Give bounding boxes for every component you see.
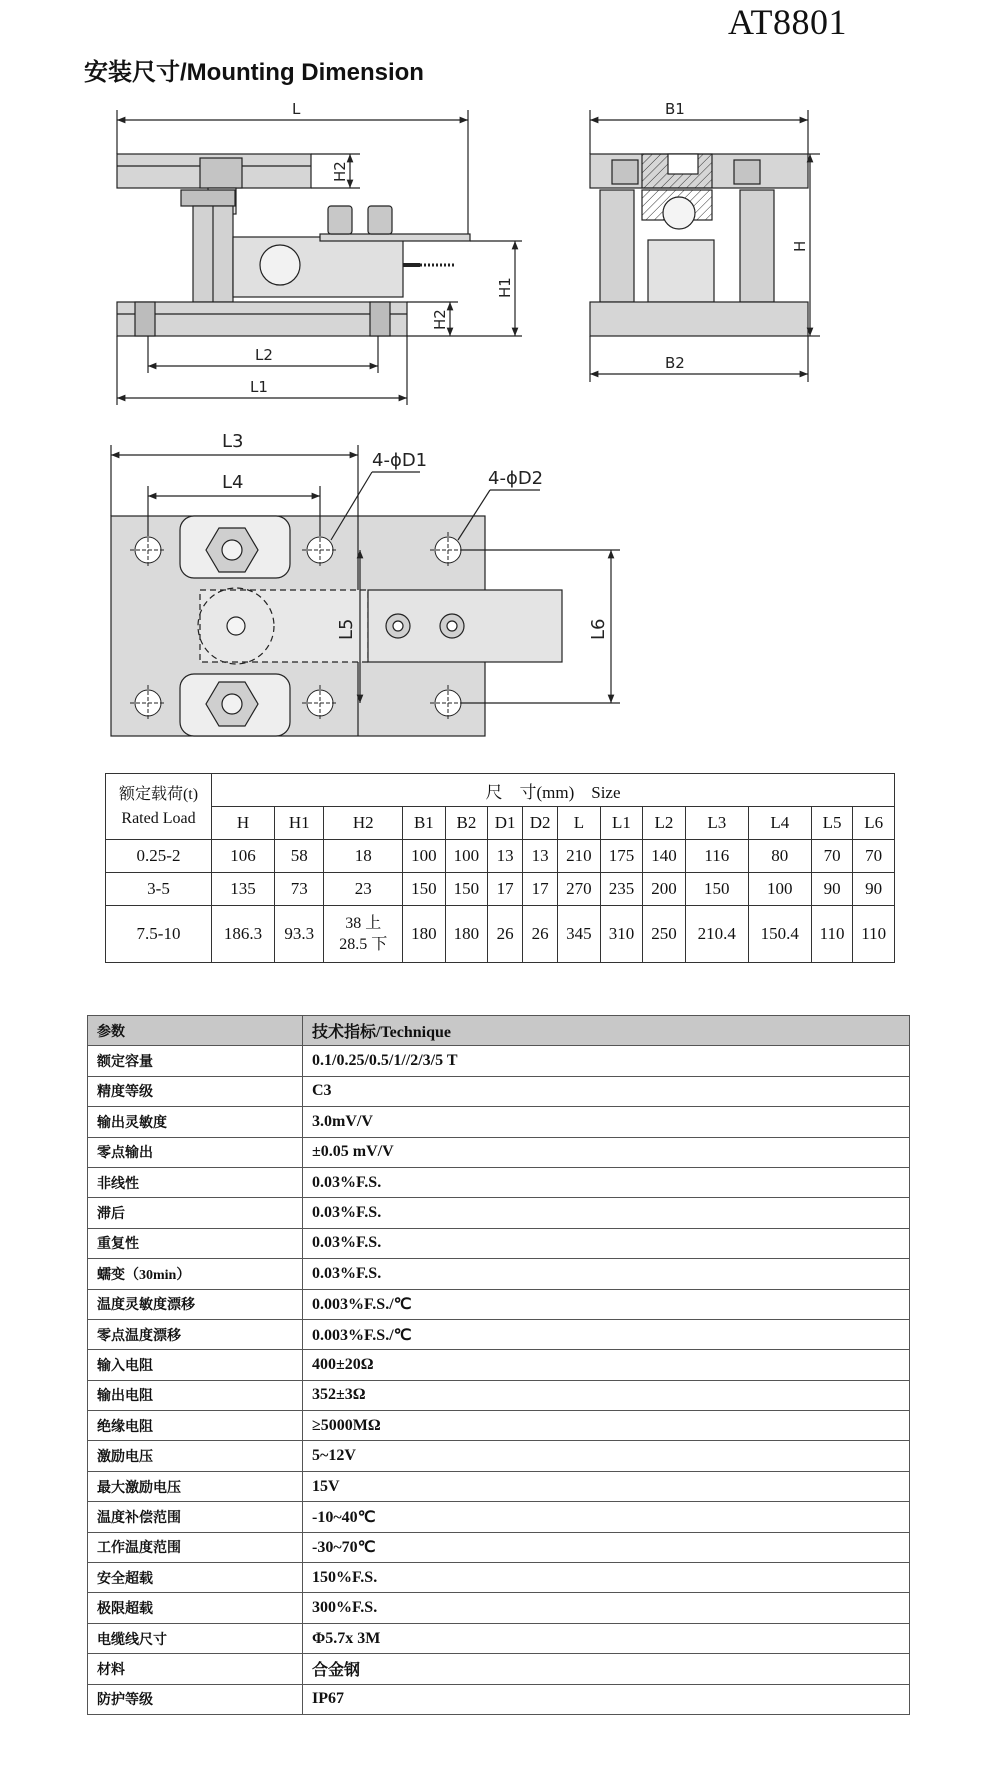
spec-row [88, 1654, 910, 1684]
spec-name: 电缆线尺寸 [88, 1623, 303, 1653]
table-cell: 73 [275, 873, 324, 906]
spec-value: 15V [303, 1471, 910, 1501]
table-cell: 70 [811, 840, 853, 873]
model-number: AT8801 [728, 2, 847, 42]
column-header: D1 [488, 807, 523, 840]
label-L: L [292, 100, 301, 118]
column-header: L1 [600, 807, 643, 840]
table-cell: 13 [488, 840, 523, 873]
spec-name: 工作温度范围 [88, 1532, 303, 1562]
column-header: H2 [324, 807, 403, 840]
rated-load-header-cn: 额定载荷(t) [118, 785, 199, 803]
table-cell: 270 [558, 873, 601, 906]
side-view [590, 100, 820, 382]
spec-row [88, 1563, 910, 1593]
rated-load-cell: 3-5 [106, 873, 212, 906]
spec-value: 0.003%F.S./℃ [303, 1319, 910, 1349]
rated-load-header-en: Rated Load [121, 809, 196, 827]
table-cell: 135 [212, 873, 275, 906]
spec-header-row [88, 1016, 910, 1046]
label-L1: L1 [250, 378, 268, 396]
spec-name: 输出电阻 [88, 1380, 303, 1410]
table-cell: 23 [324, 873, 403, 906]
spec-value: 0.03%F.S. [303, 1198, 910, 1228]
table-cell: 210 [558, 840, 601, 873]
table-cell: 58 [275, 840, 324, 873]
spec-value: ±0.05 mV/V [303, 1137, 910, 1167]
table-cell: 310 [600, 906, 643, 963]
spec-value: 5~12V [303, 1441, 910, 1471]
spec-value: 352±3Ω [303, 1380, 910, 1410]
spec-name: 输入电阻 [88, 1350, 303, 1380]
spec-row [88, 1198, 910, 1228]
table-cell: 90 [853, 873, 895, 906]
rated-load-cell: 7.5-10 [106, 906, 212, 963]
table-row [106, 840, 895, 873]
label-H2-top: H2 [331, 161, 349, 182]
spec-name: 非线性 [88, 1167, 303, 1197]
table-cell: 110 [853, 906, 895, 963]
spec-row [88, 1076, 910, 1106]
label-B1: B1 [665, 100, 685, 118]
spec-value: 0.03%F.S. [303, 1259, 910, 1289]
spec-value: 合金钢 [303, 1654, 910, 1684]
top-view [111, 431, 620, 736]
label-L3: L3 [222, 431, 244, 452]
column-header: L2 [643, 807, 686, 840]
spec-value: 400±20Ω [303, 1350, 910, 1380]
spec-name: 极限超载 [88, 1593, 303, 1623]
table-cell: 100 [403, 840, 446, 873]
spec-value: -10~40℃ [303, 1502, 910, 1532]
label-H2-bottom: H2 [431, 309, 449, 330]
rated-load-header [106, 774, 212, 840]
spec-value: 3.0mV/V [303, 1107, 910, 1137]
mounting-drawing [0, 0, 1000, 760]
spec-header-param: 参数 [88, 1016, 303, 1046]
table-row [106, 873, 895, 906]
size-header: 尺 寸(mm) Size [212, 774, 895, 807]
spec-name: 额定容量 [88, 1046, 303, 1076]
table-cell: 106 [212, 840, 275, 873]
spec-row [88, 1593, 910, 1623]
spec-name: 最大激励电压 [88, 1471, 303, 1501]
column-header-row [106, 807, 895, 840]
spec-name: 温度补偿范围 [88, 1502, 303, 1532]
spec-row [88, 1502, 910, 1532]
label-L2: L2 [255, 346, 273, 364]
table-cell: 180 [445, 906, 488, 963]
spec-value: 150%F.S. [303, 1563, 910, 1593]
column-header: H1 [275, 807, 324, 840]
table-cell: 90 [811, 873, 853, 906]
spec-value: 0.03%F.S. [303, 1228, 910, 1258]
table-cell: 235 [600, 873, 643, 906]
column-header: L3 [685, 807, 748, 840]
label-L5: L5 [336, 618, 357, 640]
column-header: D2 [523, 807, 558, 840]
column-header: B1 [403, 807, 446, 840]
spec-row [88, 1107, 910, 1137]
spec-row [88, 1380, 910, 1410]
spec-row [88, 1411, 910, 1441]
spec-row [88, 1441, 910, 1471]
label-H1: H1 [496, 277, 514, 298]
front-view [117, 100, 522, 405]
spec-row [88, 1137, 910, 1167]
table-cell-h2 [324, 906, 403, 963]
spec-name: 输出灵敏度 [88, 1107, 303, 1137]
table-cell: 150.4 [748, 906, 811, 963]
spec-value: -30~70℃ [303, 1532, 910, 1562]
section-title: 安装尺寸/Mounting Dimension [84, 59, 424, 86]
table-cell: 150 [445, 873, 488, 906]
label-B2: B2 [665, 354, 685, 372]
spec-header-technique: 技术指标/Technique [303, 1016, 910, 1046]
table-cell: 200 [643, 873, 686, 906]
spec-value: 0.1/0.25/0.5/1//2/3/5 T [303, 1046, 910, 1076]
spec-name: 防护等级 [88, 1684, 303, 1714]
spec-value: Φ5.7x 3M [303, 1623, 910, 1653]
spec-row [88, 1623, 910, 1653]
spec-name: 精度等级 [88, 1076, 303, 1106]
spec-row [88, 1684, 910, 1714]
spec-value: 0.03%F.S. [303, 1167, 910, 1197]
table-cell: 345 [558, 906, 601, 963]
table-cell: 150 [685, 873, 748, 906]
label-H: H [791, 240, 809, 252]
spec-name: 零点输出 [88, 1137, 303, 1167]
column-header: B2 [445, 807, 488, 840]
table-cell: 17 [488, 873, 523, 906]
spec-value: IP67 [303, 1684, 910, 1714]
table-cell: 80 [748, 840, 811, 873]
column-header: L [558, 807, 601, 840]
h2-upper: 38 上 [345, 915, 382, 932]
table-cell: 210.4 [685, 906, 748, 963]
table-cell: 250 [643, 906, 686, 963]
dimension-table [105, 773, 895, 963]
spec-value: ≥5000MΩ [303, 1411, 910, 1441]
table-cell: 26 [523, 906, 558, 963]
spec-row [88, 1046, 910, 1076]
label-D1: 4-ϕD1 [372, 450, 428, 471]
spec-name: 重复性 [88, 1228, 303, 1258]
table-cell: 180 [403, 906, 446, 963]
spec-row [88, 1167, 910, 1197]
label-D2: 4-ϕD2 [488, 468, 544, 489]
table-cell: 116 [685, 840, 748, 873]
table-cell: 150 [403, 873, 446, 906]
column-header: L4 [748, 807, 811, 840]
table-row [106, 906, 895, 963]
spec-row [88, 1532, 910, 1562]
spec-row [88, 1471, 910, 1501]
column-header: L6 [853, 807, 895, 840]
table-cell: 140 [643, 840, 686, 873]
table-cell: 26 [488, 906, 523, 963]
spec-name: 材料 [88, 1654, 303, 1684]
spec-name: 安全超载 [88, 1563, 303, 1593]
table-cell: 100 [748, 873, 811, 906]
table-cell: 17 [523, 873, 558, 906]
table-cell: 13 [523, 840, 558, 873]
spec-row [88, 1350, 910, 1380]
table-cell: 100 [445, 840, 488, 873]
spec-name: 零点温度漂移 [88, 1319, 303, 1349]
spec-value: 0.003%F.S./℃ [303, 1289, 910, 1319]
h2-lower: 28.5 下 [339, 936, 388, 953]
table-cell: 70 [853, 840, 895, 873]
table-cell: 93.3 [275, 906, 324, 963]
spec-table [87, 1015, 910, 1715]
spec-value: 300%F.S. [303, 1593, 910, 1623]
table-cell: 175 [600, 840, 643, 873]
spec-row [88, 1228, 910, 1258]
table-cell: 18 [324, 840, 403, 873]
column-header: H [212, 807, 275, 840]
column-header: L5 [811, 807, 853, 840]
spec-row [88, 1259, 910, 1289]
spec-name: 滞后 [88, 1198, 303, 1228]
label-L6: L6 [588, 618, 609, 640]
spec-name: 激励电压 [88, 1441, 303, 1471]
label-L4: L4 [222, 472, 244, 493]
spec-name: 温度灵敏度漂移 [88, 1289, 303, 1319]
rated-load-cell: 0.25-2 [106, 840, 212, 873]
spec-name: 蠕变（30min） [88, 1259, 303, 1289]
spec-row [88, 1319, 910, 1349]
spec-row [88, 1289, 910, 1319]
spec-value: C3 [303, 1076, 910, 1106]
spec-name: 绝缘电阻 [88, 1411, 303, 1441]
table-cell: 186.3 [212, 906, 275, 963]
table-cell: 110 [811, 906, 853, 963]
